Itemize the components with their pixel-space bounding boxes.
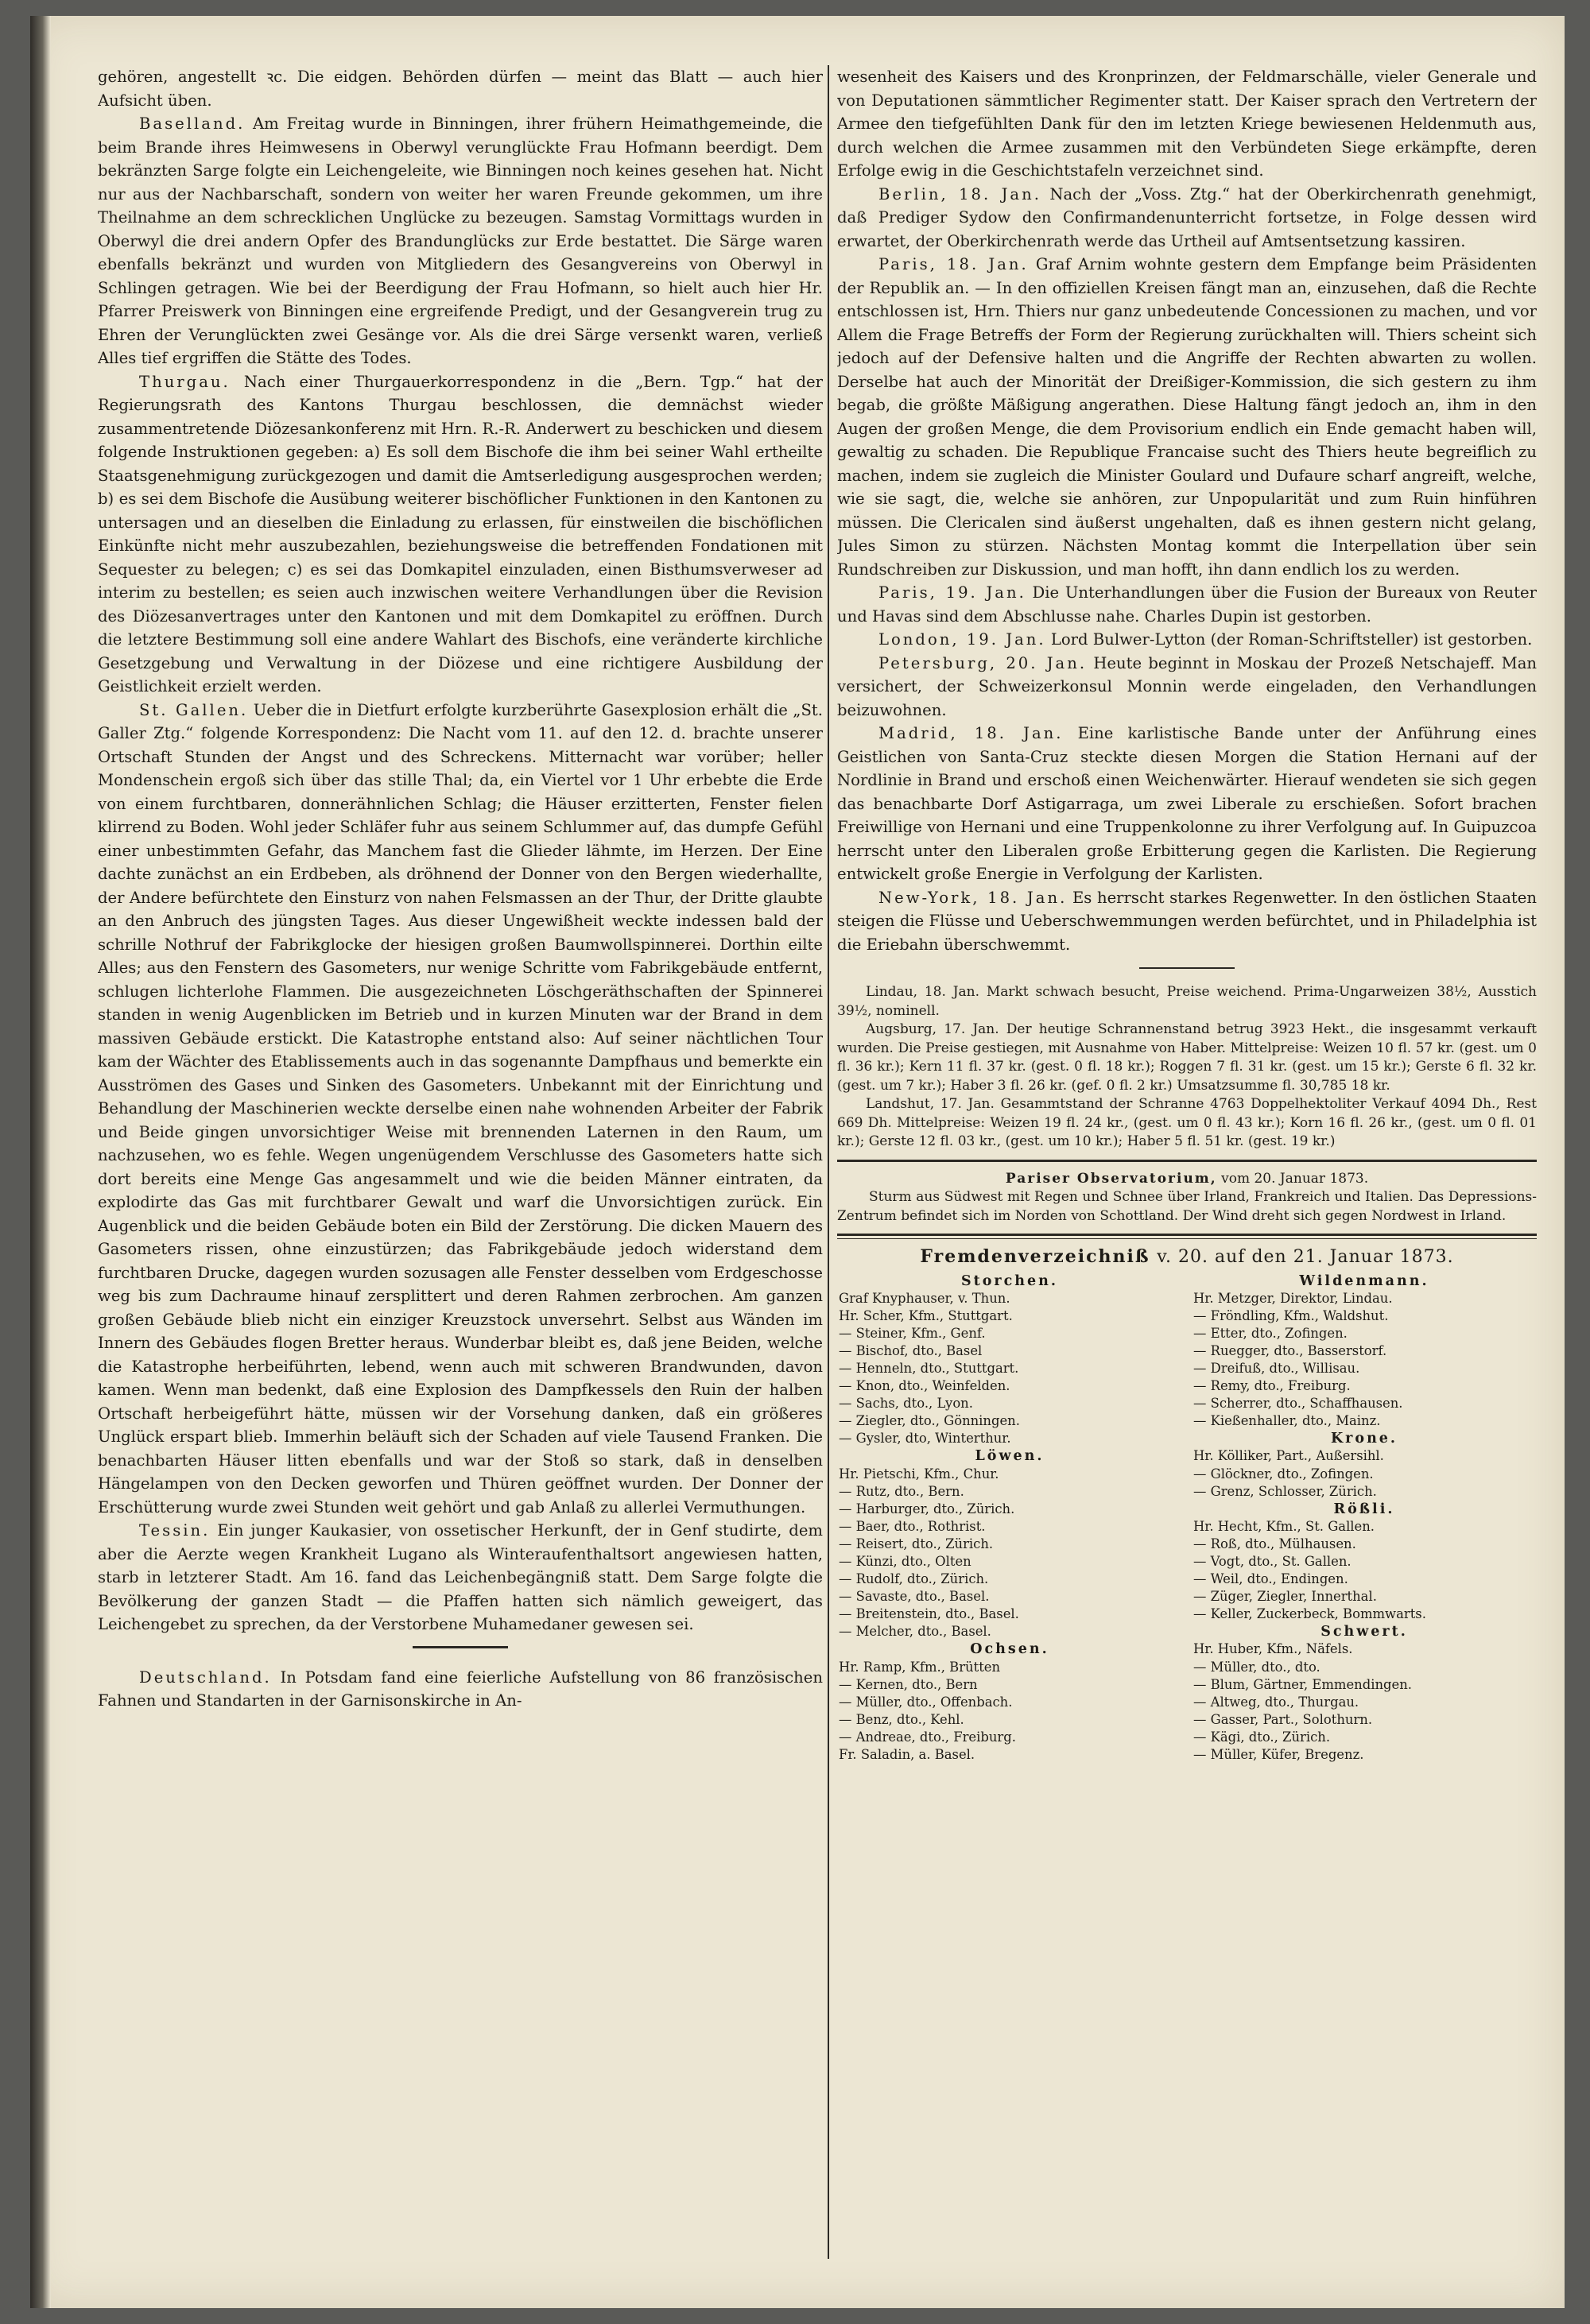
rule — [837, 1160, 1537, 1162]
section-divider — [413, 1646, 508, 1648]
guest-entry: — Weil, dto., Endingen. — [1193, 1571, 1348, 1587]
article-new-york: New-York, 18. Jan. Es herrscht starkes Regenwetter. In den östlichen Staaten steigen die Flüsse und Ueberschwemmungen werden befürchtet, und in Philadelphia ist die Eriebahn überschwemmt. — [837, 888, 1537, 954]
guest-entry: — Etter, dto., Zofingen. — [1193, 1325, 1348, 1341]
guest-entry: — Müller, Küfer, Bregenz. — [1193, 1747, 1364, 1763]
guest-entry: — Scherrer, dto., Schaffhausen. — [1193, 1396, 1403, 1412]
rule — [837, 1234, 1537, 1239]
dateline: Petersburg, 20. Jan. — [878, 653, 1088, 672]
dateline: Deutschland. — [139, 1667, 272, 1687]
dateline: Berlin, 18. Jan. — [878, 184, 1041, 203]
guest-entry: — Andreae, dto., Freiburg. — [839, 1729, 1016, 1745]
guest-entry: Fr. Saladin, a. Basel. — [839, 1747, 975, 1763]
guest-entry: — Bischof, dto., Basel — [839, 1342, 983, 1358]
hotel-name: Löwen. — [975, 1448, 1045, 1465]
guest-entry: — Keller, Zuckerbeck, Bommwarts. — [1193, 1606, 1426, 1622]
guest-entry: — Kießenhaller, dto., Mainz. — [1193, 1413, 1381, 1429]
guest-entry: — Savaste, dto., Basel. — [839, 1589, 990, 1605]
hotel-name: Rößli. — [1333, 1501, 1395, 1517]
article-thurgau: Thurgau. Nach einer Thurgauerkorrespondenz in die „Bern. Tgp.“ hat der Regierungsrath des Kantons Thurgau beschlossen, die demnächst wieder zusammentretende Diözesankonferenz mit Hrn. R.-R. Anderwert zu beschicken und diesem folgende Instruktionen gegeben: a) Es soll dem Bischofe die ihm bei seiner Wahl ertheilte Staatsgenehmigung zurückgezogen und damit die Amtserledigung ausgesprochen werden; b) es sei dem Bischofe die Ausübung weiterer bischöflicher Funktionen in den Kantonen zu untersagen und an dieselben die Einladung zu erlassen, für einstweilen die bischöflichen Einkünfte nicht mehr auszubezahlen, beziehungsweise die betreffenden Fondationen mit Sequester zu belegen; c) es sei das Domkapitel einzuladen, einen Bisthumsverweser ad interim zu bestellen; es seien auch inzwischen weitere Verhandlungen über die Revision des Diözesanvertrages unter den Kantonen und mit dem Domkapitel zu eröffnen. Durch die letztere Bestimmung soll eine andere Wahlart des Bischofs, eine veränderte kirchliche Gesetzgebung und Verwaltung in der Diözese und eine richtigere Ausbildung der Geistlichkeit erzielt werden. — [98, 372, 823, 695]
guest-entry: — Altweg, dto., Thurgau. — [1193, 1694, 1359, 1710]
guest-entry: Hr. Huber, Kfm., Näfels. — [1193, 1641, 1353, 1657]
dateline: St. Gallen. — [139, 700, 249, 719]
observatory-text: Sturm aus Südwest mit Regen und Schnee über Irland, Frankreich und Italien. Das Depressions-Zentrum befindet sich im Norden von Schottland. Der Wind dreht sich gegen Nordwest in Irland. — [837, 1189, 1537, 1224]
market-reports — [837, 983, 1537, 1152]
newspaper-page — [30, 16, 1565, 2308]
article-madrid: Madrid, 18. Jan. Eine karlistische Bande unter der Anführung eines Geistlichen von Santa-Cruz steckte diesen Morgen die Station Hernani auf der Nordlinie in Brand und erschoß einen Weichenwärter. Hierauf wendeten sie sich gegen das benachbarte Dorf Astigarraga, um zwei Liberale zu erschießen. Sofort brachen Freiwillige von Hernani und eine Truppenkolonne zu ihrer Verfolgung auf. In Guipuzcoa herrscht unter den Liberalen große Erbitterung gegen die Karlisten. Die Regierung entwickelt große Energie in Verfolgung der Karlisten. — [837, 724, 1537, 883]
guest-entry: — Dreifuß, dto., Willisau. — [1193, 1360, 1360, 1376]
guest-list-left — [837, 1272, 1182, 1764]
observatory-report — [837, 1170, 1537, 1226]
section-divider — [1139, 967, 1235, 969]
article-continuation: wesenheit des Kaisers und des Kronprinzen, der Feldmarschälle, vieler Generale und von Deputationen sämmtlicher Regimenter statt. Der Kaiser sprach den Vertretern der Armee den tiefgefühlten Dank für den im letzten Kriege bewiesenen Heldenmuth aus, durch welchen die Armee zusammen mit den Verbündeten Siege erkämpfte, deren Erfolge ewig in die Geschichtstafeln verzeichnet sind. — [837, 68, 1537, 180]
hotel-name: Wildenmann. — [1299, 1272, 1429, 1289]
guest-entry: — Rudolf, dto., Zürich. — [839, 1571, 989, 1587]
hotel-name: Schwert. — [1320, 1624, 1408, 1640]
guest-entry: — Vogt, dto., St. Gallen. — [1193, 1554, 1352, 1569]
guest-entry: Hr. Hecht, Kfm., St. Gallen. — [1193, 1518, 1375, 1534]
market-landshut: Landshut, 17. Jan. Gesammtstand der Schranne 4763 Doppelhektoliter Verkauf 4094 Dh., Rest 669 Dh. Mittelpreise: Weizen 19 fl. 24 kr., (gest. um 0 fl. 43 kr.); Korn 16 fl. 26 kr., (gest. um 0 fl. 01 kr.); Gerste 12 fl. 03 kr., (gest. um 10 kr.); Haber 5 fl. 51 kr. (gest. 19 kr.) — [837, 1096, 1537, 1149]
dateline: Lindau, 18. Jan. — [866, 984, 980, 1000]
guest-entry: Hr. Ramp, Kfm., Brütten — [839, 1659, 1001, 1675]
dateline: Madrid, 18. Jan. — [878, 724, 1064, 742]
dateline: Paris, 19. Jan. — [878, 583, 1026, 602]
guest-entry: — Glöckner, dto., Zofingen. — [1193, 1466, 1374, 1482]
left-column — [98, 65, 823, 2267]
guest-entry: Graf Knyphauser, v. Thun. — [839, 1290, 1010, 1306]
guest-entry: — Müller, dto., Offenbach. — [839, 1694, 1013, 1710]
guest-list-title: Fremdenverzeichniß v. 20. auf den 21. Januar 1873. — [920, 1246, 1454, 1267]
article-st-gallen: St. Gallen. Ueber die in Dietfurt erfolgte kurzberührte Gasexplosion erhält die „St. Galler Ztg.“ folgende Korrespondenz: Die Nacht vom 11. auf den 12. d. brachte unserer Ortschaft Stunden der Angst und des Schreckens. Mitternacht war vorüber; heller Mondenschein ergoß sich über das stille Thal; da, ein Viertel vor 1 Uhr erbebte die Erde von einem furchtbaren, donnerähnlichen Schlag; die Häuser erzitterten, Fenster fielen klirrend zu Boden. Wohl jeder Schläfer fuhr aus seinem Schlummer auf, das dumpfe Gefühl einer unbestimmten Gefahr, das Manchem fast die Glieder lähmte, im Herzen. Der Eine dachte zunächst an ein Erdbeben, als dröhnend der Donner von den Bergen wiederhallte, der Andere befürchtete den Einsturz von nahen Felsmassen an der Thur, der Dritte glaubte an den Anbruch des jüngsten Tages. Aus dieser Ungewißheit weckte indessen bald der schrille Nothruf der Fabrikglocke der hiesigen großen Baumwollspinnerei. Dorthin eilte Alles; aus den Fenstern des Gasometers, nur wenige Schritte vom Fabrikgebäude entfernt, schlugen lichterlohe Flammen. Die ausgezeichneten Löschgeräthschaften der Spinnerei standen in wenig Augenblicken im Betrieb und in kurzen Minuten war der Brand in dem massiven Gebäude erstickt. Die Katastrophe entstand also: Auf seiner nächtlichen Tour kam der Wächter des Etablissements auch in das sogenannte Dampfhaus und bemerkte ein Ausströmen des Gases und Sinken des Gasometers. Unbekannt mit der Einrichtung und Behandlung der Maschinerien weckte derselbe einen nahe wohnenden Arbeiter der Fabrik und Beide gingen unvorsichtiger Weise mit brennenden Laternen in den Raum, um nachzusehen, wo es fehle. Wegen ungenügendem Verschlusse des Gasometers hatte sich dort bereits eine Menge Gas angesammelt und wie die beiden Männer eintraten, da explodirte das Gas mit furchtbarer Gewalt und warf die Unvorsichtigen zurück. Ein Augenblick und die beiden Gebäude boten ein Bild der Zerstörung. Die dicken Mauern des Gasometers rissen, ohne einzustürzen; das Fabrikgebäude jedoch widerstand dem furchtbaren Drucke, dagegen wurden sozusagen alle Fenster desselben vom Erdgeschosse weg bis zum Dachraume hinauf zersplittert und deren Rahmen zerbrochen. Am ganzen großen Gebäude blieb nicht ein einziger Kreuzstock unversehrt. Selbst aus Wänden im Innern des Gebäudes flogen Bretter heraus. Wunderbar bleibt es, daß jene Beiden, welche die Katastrophe herbeiführten, lebend, wenn auch mit schweren Brandwunden, davon kamen. Wenn man bedenkt, daß eine Explosion des Dampfkessels den Ruin der halben Ortschaft herbeigeführt hätte, müssen wir der Vorsehung danken, daß ein größeres Unglück erspart blieb. Immerhin beläuft sich der Schaden auf viele Tausend Franken. Die benachbarten Häuser litten ebenfalls und war der Stoß so stark, daß in denselben Hängelampen von den Decken geworfen und Thüren geöffnet wurden. Der Donner der Erschütterung wurde zwei Stunden weit gehört und gab Anlaß zu allerlei Vermuthungen. — [98, 700, 823, 1516]
guest-entry: — Ruegger, dto., Basserstorf. — [1193, 1342, 1387, 1358]
guest-entry: — Künzi, dto., Olten — [839, 1554, 971, 1569]
guest-entry: — Ziegler, dto., Gönningen. — [839, 1413, 1020, 1429]
guest-entry: — Baer, dto., Rothrist. — [839, 1518, 986, 1534]
dateline: Paris, 18. Jan. — [878, 255, 1029, 273]
guest-entry: — Sachs, dto., Lyon. — [839, 1396, 973, 1412]
dateline: New-York, 18. Jan. — [878, 888, 1068, 907]
guest-entry: — Harburger, dto., Zürich. — [839, 1501, 1015, 1516]
guest-entry: — Remy, dto., Freiburg. — [1193, 1378, 1351, 1394]
dateline: London, 19. Jan. — [878, 630, 1046, 649]
guest-entry: — Kägi, dto., Zürich. — [1193, 1729, 1331, 1745]
guest-list-right — [1192, 1272, 1537, 1764]
guest-entry: — Grenz, Schlosser, Zürich. — [1193, 1483, 1377, 1499]
guest-entry: — Züger, Ziegler, Innerthal. — [1193, 1589, 1377, 1605]
column-rule — [828, 65, 829, 2259]
article-deutschland: Deutschland. In Potsdam fand eine feierliche Aufstellung von 86 französischen Fahnen und Standarten in der Garnisonskirche in An- — [98, 1667, 823, 1710]
guest-entry: Hr. Pietschi, Kfm., Chur. — [839, 1466, 999, 1482]
market-lindau: Lindau, 18. Jan. Markt schwach besucht, Preise weichend. Prima-Ungarweizen 38½, Ausstich 39½, nominell. — [837, 984, 1537, 1019]
guest-entry: Hr. Kölliker, Part., Außersihl. — [1193, 1448, 1384, 1464]
dateline: Tessin. — [139, 1521, 211, 1540]
dateline: Baselland. — [139, 114, 246, 133]
article-berlin: Berlin, 18. Jan. Nach der „Voss. Ztg.“ hat der Oberkirchenrath genehmigt, daß Prediger Sydow den Confirmandenunterricht fortsetze, in Folge dessen wird erwartet, der Oberkirchenrath werde das Urtheil auf Amtsentsetzung kassiren. — [837, 184, 1537, 250]
dateline: Landshut, 17. Jan. — [866, 1096, 995, 1112]
guest-entry: Hr. Scher, Kfm., Stuttgart. — [839, 1307, 1013, 1323]
guest-entry: — Breitenstein, dto., Basel. — [839, 1606, 1019, 1622]
dateline: Thurgau. — [139, 372, 231, 391]
guest-entry: Hr. Metzger, Direktor, Lindau. — [1193, 1290, 1393, 1306]
guest-entry: — Steiner, Kfm., Genf. — [839, 1325, 986, 1341]
guest-entry: — Henneln, dto., Stuttgart. — [839, 1360, 1019, 1376]
guest-entry: — Gysler, dto, Winterthur. — [839, 1431, 1011, 1447]
article-london: London, 19. Jan. Lord Bulwer-Lytton (der Roman-Schriftsteller) ist gestorben. — [878, 630, 1533, 649]
guest-entry: — Fröndling, Kfm., Waldshut. — [1193, 1307, 1389, 1323]
guest-entry: — Melcher, dto., Basel. — [839, 1624, 991, 1640]
guest-list — [837, 1272, 1537, 1764]
guest-entry: — Kernen, dto., Bern — [839, 1676, 978, 1692]
guest-entry: — Reisert, dto., Zürich. — [839, 1536, 994, 1551]
binding-edge — [30, 16, 51, 2308]
guest-entry: — Benz, dto., Kehl. — [839, 1711, 964, 1727]
article-baselland: Baselland. Am Freitag wurde in Binningen, ihrer frühern Heimathgemeinde, die beim Brande ihres Heimwesens in Oberwyl verunglückte Frau Hofmann beerdigt. Dem bekränzten Sarge folgte ein Leichengeleite, wie Binningen noch keines gesehen hat. Nicht nur aus der Nachbarschaft, sondern von weiter her waren Freunde gekommen, um ihre Theilnahme an dem schrecklichen Unglücke zu bezeugen. Samstag Vormittags wurden in Oberwyl die drei andern Opfer des Brandunglücks zur Erde bestattet. Die Särge waren ebenfalls bekränzt und wurden von Mitgliedern des Gesangvereins von Oberwyl in Schlingen getragen. Wie bei der Beerdigung der Frau Hofmann, so hielt auch hier Hr. Pfarrer Preiswerk von Binningen eine ergreifende Predigt, und der Gesangverein trug zu Ehren der Verunglückten zwei Gesänge vor. Als die drei Särge versenkt waren, verließ Alles tief ergriffen die Stätte des Todes. — [98, 114, 823, 367]
market-augsburg: Augsburg, 17. Jan. Der heutige Schrannenstand betrug 3923 Hekt., die insgesammt verkauft wurden. Die Preise gestiegen, mit Ausnahme von Haber. Mittelpreise: Weizen 10 fl. 57 kr. (gest. um 0 fl. 36 kr.); Kern 11 fl. 37 kr. (gest. 0 fl. 18 kr.); Roggen 7 fl. 31 kr. (gest. um 15 kr.); Gerste 6 fl. 32 kr. (gest. um 7 kr.); Haber 3 fl. 26 kr. (gef. 0 fl. 2 kr.) Umsatzsumme fl. 30,785 18 kr. — [837, 1021, 1537, 1094]
guest-entry: — Rutz, dto., Bern. — [839, 1483, 964, 1499]
guest-entry: — Müller, dto., dto. — [1193, 1659, 1320, 1675]
hotel-name: Ochsen. — [970, 1641, 1049, 1658]
guest-entry: — Knon, dto., Weinfelden. — [839, 1378, 1010, 1394]
hotel-name: Krone. — [1330, 1431, 1398, 1447]
dateline: Augsburg, 17. Jan. — [866, 1021, 999, 1037]
right-column — [837, 65, 1537, 2267]
article-paris-18: Paris, 18. Jan. Graf Arnim wohnte gestern dem Empfange beim Präsidenten der Republik an. — In den offiziellen Kreisen fängt man an, einzusehen, daß die Rechte entschlossen ist, Hrn. Thiers nur ganz unbedeutende Concessionen zu machen, und vor Allem die Frage Betreffs der Form der Regierung zurückhalten will. Thiers scheint sich jedoch auf der Defensive halten und die Angriffe der Rechten abwarten zu wollen. Derselbe hat auch der Minorität der Dreißiger-Kommission, die sich gestern zu ihm begab, die größte Mäßigung angerathen. Diese Haltung fängt jedoch an, ihm in den Augen der großen Menge, die dem Provisorium endlich ein Ende gemacht haben will, gewaltig zu schaden. Die Republique Francaise sucht des Thiers heute begreiflich zu machen, indem sie zugleich die Minister Goulard und Dufaure scharf angreift, welche, wie sie sagt, die, welche sie anhören, zur Unpopularität und zum Ruin hinführen müssen. Die Clericalen sind äußerst ungehalten, daß es ihnen gestern nicht gelang, Jules Simon zu stürzen. Nächsten Montag kommt die Interpellation über sein Rundschreiben zur Diskussion, und man hofft, ihn dann endlich los zu werden. — [837, 255, 1537, 579]
guest-entry: — Blum, Gärtner, Emmendingen. — [1193, 1676, 1412, 1692]
observatory-heading: Pariser Observatorium, vom 20. Januar 1873. — [1005, 1170, 1369, 1187]
guest-entry: — Gasser, Part., Solothurn. — [1193, 1711, 1373, 1727]
article-continuation: gehören, angestellt ꝛc. Die eidgen. Behörden dürfen — meint das Blatt — auch hier Aufsicht üben. — [98, 68, 823, 110]
guest-entry: — Roß, dto., Mülhausen. — [1193, 1536, 1356, 1551]
article-petersburg: Petersburg, 20. Jan. Heute beginnt in Moskau der Prozeß Netschajeff. Man versichert, der Schweizerkonsul Monnin werde eingeladen, den Verhandlungen beizuwohnen. — [837, 653, 1537, 719]
article-tessin: Tessin. Ein junger Kaukasier, von ossetischer Herkunft, der in Genf studirte, dem aber die Aerzte wegen Krankheit Lugano als Winteraufenthaltsort angewiesen hatten, starb in letzterer Stadt. Am 16. fand das Leichenbegängniß statt. Dem Sarge folgte die Bevölkerung der ganzen Stadt — die Pfaffen hatten sich nämlich geweigert, das Leichengebet zu sprechen, da der Verstorbene Muhamedaner gewesen sei. — [98, 1521, 823, 1633]
hotel-name: Storchen. — [961, 1272, 1058, 1289]
article-paris-19: Paris, 19. Jan. Die Unterhandlungen über die Fusion der Bureaux von Reuter und Havas sind dem Abschlusse nahe. Charles Dupin ist gestorben. — [837, 583, 1537, 626]
